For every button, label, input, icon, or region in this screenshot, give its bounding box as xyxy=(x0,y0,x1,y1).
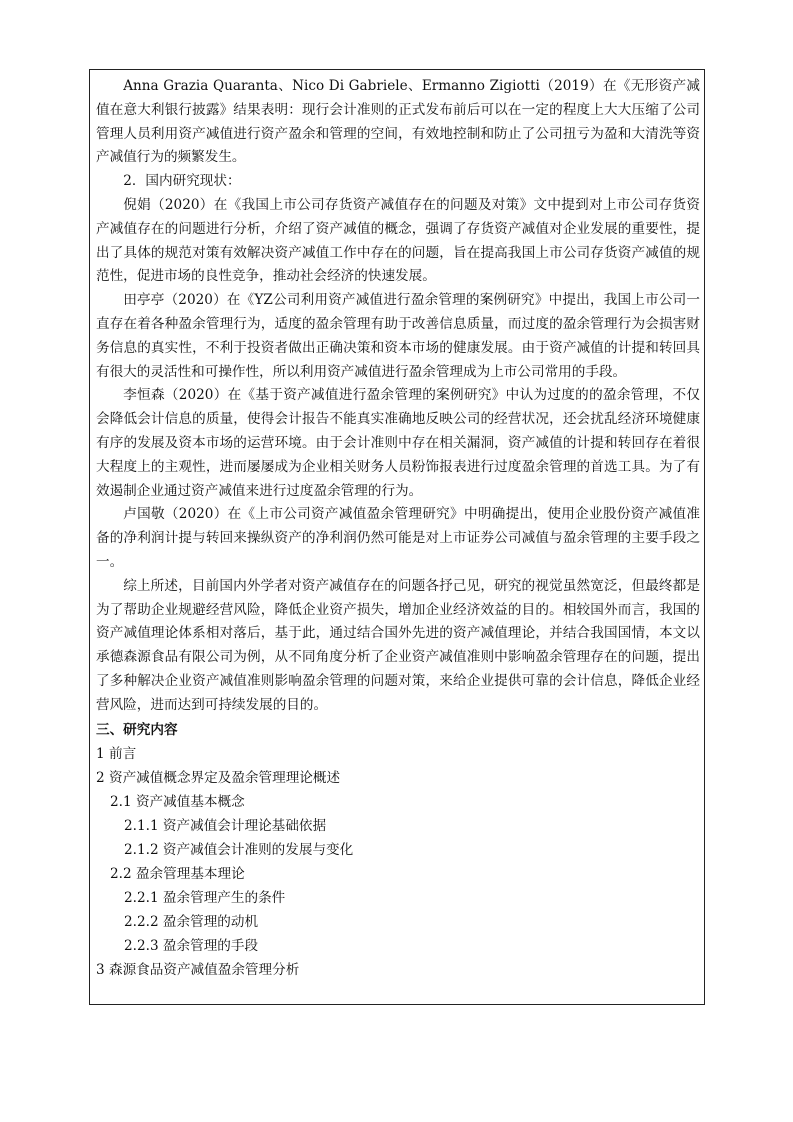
outline-item: 2.2.2 盈余管理的动机 xyxy=(124,913,259,930)
paragraph-summary: 综上所述，目前国内外学者对资产减值存在的问题各抒己见，研究的视觉虽然宽泛，但最终都是为了帮助企业规避经营风险，降低企业资产损失，增加企业经济效益的目的。相较国外而言，我国的资产减值理论体系相对落后，基于此，通过结合国外先进的资产减值理论，并结合我国国情，本文以承德森源食品有限公司为例，从不同角度分析了企业资产减值准则中影响盈余管理存在的问题，提出了多种解决企业资产减值准则影响盈余管理的问题对策，来给企业提供可靠的会计信息，降低企业经营风险，进而达到可持续发展的目的。 xyxy=(96,577,700,713)
paragraph-ni-juan: 倪娟（2020）在《我国上市公司存货资产减值存在的问题及对策》文中提到对上市公司存货资产减值存在的问题进行分析，介绍了资产减值的概念，强调了存货资产减值对企业发展的重要性，提出了具体的规范对策有效解决资产减值工作中存在的问题，旨在提高我国上市公司存货资产减值的规范性，促进市场的良性竞争，推动社会经济的快速发展。 xyxy=(96,196,700,285)
paragraph-foreign-study: Anna Grazia Quaranta、Nico Di Gabriele、Ermanno Zigiotti（2019）在《无形资产减值在意大利银行披露》结果表明：现行会计准则的正式发布前后可以在一定的程度上大大压缩了公司管理人员利用资产减值进行资产盈余和管理的空间，有效地控制和防止了公司扭亏为盈和大清洗等资产减值行为的频繁发生。 xyxy=(96,78,700,166)
outline-item: 2.1.1 资产减值会计理论基础依据 xyxy=(124,817,327,834)
document-content xyxy=(96,75,700,982)
outline-item: 2.2 盈余管理基本理论 xyxy=(110,865,245,882)
paragraph-li-hengsen: 李恒森（2020）在《基于资产减值进行盈余管理的案例研究》中认为过度的的盈余管理，不仅会降低会计信息的质量，使得会计报告不能真实准确地反映公司的经营状况，还会扰乱经济环境健康有序的发展及资本市场的运营环境。由于会计准则中存在相关漏洞，资产减值的计提和转回存在着很大程度上的主观性，进而屡屡成为企业相关财务人员粉饰报表进行过度盈余管理的首选工具。为了有效遏制企业通过资产减值来进行过度盈余管理的行为。 xyxy=(96,387,700,499)
outline-item: 2.2.1 盈余管理产生的条件 xyxy=(124,889,286,906)
outline-item: 2.1.2 资产减值会计准则的发展与变化 xyxy=(124,841,354,858)
outline-item: 3 森源食品资产减值盈余管理分析 xyxy=(96,961,300,978)
outline-item: 2.2.3 盈余管理的手段 xyxy=(124,937,259,954)
section-heading-research-content: 三、研究内容 xyxy=(96,721,178,738)
paragraph-lu-guojing: 卢国敬（2020）在《上市公司资产减值盈余管理研究》中明确提出，使用企业股份资产减值准备的净利润计提与转回来操纵资产的净利润仍然可能是对上市证券公司减值与盈余管理的主要手段之一。 xyxy=(96,506,700,570)
outline-item: 1 前言 xyxy=(96,745,137,762)
paragraph-tian-tingting: 田亭亭（2020）在《YZ公司利用资产减值进行盈余管理的案例研究》中提出，我国上市公司一直存在着各种盈余管理行为，适度的盈余管理有助于改善信息质量，而过度的盈余管理行为会损害财务信息的真实性，不利于投资者做出正确决策和资本市场的健康发展。由于资产减值的计提和转回具有很大的灵活性和可操作性，所以利用资产减值进行盈余管理成为上市公司常用的手段。 xyxy=(96,292,700,380)
outline-item: 2 资产减值概念界定及盈余管理理论概述 xyxy=(96,769,341,786)
paragraph-domestic-heading: 2．国内研究现状： xyxy=(123,173,241,190)
outline-item: 2.1 资产减值基本概念 xyxy=(110,793,245,810)
